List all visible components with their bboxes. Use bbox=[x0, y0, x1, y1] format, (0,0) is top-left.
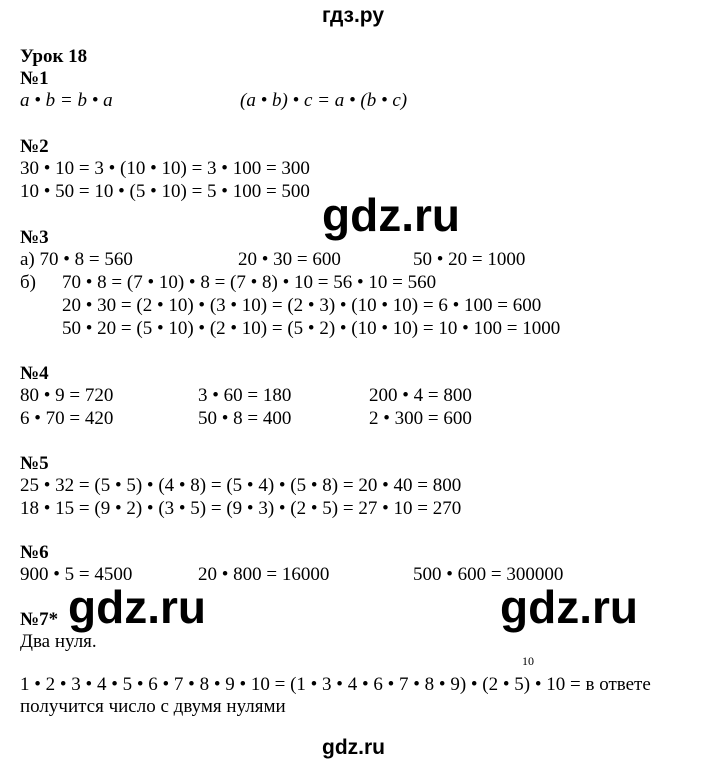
task-3b-line: 20 • 30 = (2 • 10) • (3 • 10) = (2 • 3) • (10 • 10) = 6 • 100 = 600 bbox=[62, 295, 542, 316]
task-4-item: 80 • 9 = 720 bbox=[20, 385, 114, 406]
task-4-item: 2 • 300 = 600 bbox=[369, 408, 472, 429]
task-2-line: 30 • 10 = 3 • (10 • 10) = 3 • 100 = 300 bbox=[20, 158, 310, 179]
task-3-label: №3 bbox=[20, 227, 49, 248]
task-5-line: 25 • 32 = (5 • 5) • (4 • 8) = (5 • 4) • (5 • 8) = 20 • 40 = 800 bbox=[20, 475, 462, 496]
task-3b-marker: б) bbox=[20, 272, 36, 293]
task-6-item: 900 • 5 = 4500 bbox=[20, 564, 133, 585]
task-6-item: 20 • 800 = 16000 bbox=[198, 564, 330, 585]
task-1-line-2: (a • b) • c = a • (b • c) bbox=[240, 90, 408, 111]
task-7-superscript: 10 bbox=[522, 654, 534, 668]
task-4-item: 6 • 70 = 420 bbox=[20, 408, 114, 429]
task-3b-line: 50 • 20 = (5 • 10) • (2 • 10) = (5 • 2) • (10 • 10) = 10 • 100 = 1000 bbox=[62, 318, 561, 339]
task-4-item: 50 • 8 = 400 bbox=[198, 408, 292, 429]
watermark: gdz.ru bbox=[500, 581, 638, 633]
task-7-label: №7* bbox=[20, 609, 59, 630]
task-7-line-2: получится число с двумя нулями bbox=[20, 696, 286, 717]
task-7-line-1: 1 • 2 • 3 • 4 • 5 • 6 • 7 • 8 • 9 • 10 = (1 • 3 • 4 • 6 • 7 • 8 • 9) • (2 • 5) • 10 = в ответе bbox=[20, 674, 651, 695]
task-4-item: 200 • 4 = 800 bbox=[369, 385, 472, 406]
lesson-title: Урок 18 bbox=[20, 46, 88, 67]
task-1-label: №1 bbox=[20, 68, 49, 89]
task-5-line: 18 • 15 = (9 • 2) • (3 • 5) = (9 • 3) • (2 • 5) = 27 • 10 = 270 bbox=[20, 498, 462, 519]
task-3a-item: а) 70 • 8 = 560 bbox=[20, 249, 133, 270]
site-header: гдз.ру bbox=[322, 4, 385, 27]
task-3a-item: 50 • 20 = 1000 bbox=[413, 249, 526, 270]
watermark: gdz.ru bbox=[68, 581, 206, 633]
task-3b-line: 70 • 8 = (7 • 10) • 8 = (7 • 8) • 10 = 56 • 10 = 560 bbox=[62, 272, 437, 293]
task-4-label: №4 bbox=[20, 363, 49, 384]
task-4-item: 3 • 60 = 180 bbox=[198, 385, 292, 406]
task-2-line: 10 • 50 = 10 • (5 • 10) = 5 • 100 = 500 bbox=[20, 181, 310, 202]
watermark: gdz.ru bbox=[322, 189, 460, 241]
watermark: gdz.ru bbox=[322, 736, 385, 759]
task-2-label: №2 bbox=[20, 136, 49, 157]
task-6-label: №6 bbox=[20, 542, 49, 563]
task-5-label: №5 bbox=[20, 453, 49, 474]
task-1-line-1: a • b = b • a bbox=[20, 90, 113, 111]
task-6-item: 500 • 600 = 300000 bbox=[413, 564, 564, 585]
task-3a-item: 20 • 30 = 600 bbox=[238, 249, 341, 270]
task-7-answer: Два нуля. bbox=[20, 631, 97, 652]
